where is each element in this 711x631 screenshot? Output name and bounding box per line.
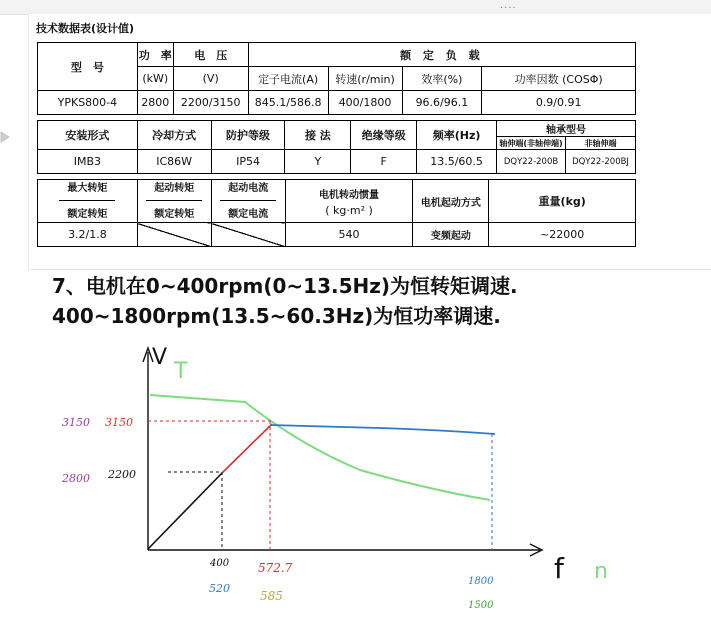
start-current-value-empty <box>211 223 285 247</box>
protection-header: 防护等级 <box>211 121 285 150</box>
installation-table <box>37 120 636 174</box>
efficiency-value: 96.6/96.1 <box>402 91 482 115</box>
fraction-line <box>146 200 202 201</box>
torque-curve <box>150 395 490 500</box>
power-unit: (kW) <box>137 67 173 91</box>
start-torque-label: 起动转矩 <box>154 182 195 194</box>
torque-ratio-header <box>38 180 138 223</box>
label-2800-purple: 2800 <box>62 472 90 485</box>
fraction-line <box>220 200 276 201</box>
weight-value: ~22000 <box>489 223 636 247</box>
torque-label-t: T <box>174 359 188 384</box>
label-1800-blue: 1800 <box>468 576 494 587</box>
rated-torque-label: 额定转矩 <box>67 208 108 220</box>
rated-current-label: 额定电流 <box>228 208 269 220</box>
power-value: 2800 <box>137 91 173 115</box>
cooling-value: IC86W <box>137 150 211 174</box>
protection-value: IP54 <box>211 150 285 174</box>
start-torque-header <box>137 180 211 223</box>
max-torque-label: 最大转矩 <box>67 182 108 194</box>
cooling-header: 冷却方式 <box>137 121 211 150</box>
stator-current-header: 定子电流(A) <box>248 67 328 91</box>
efficiency-header: 效率(%) <box>402 67 482 91</box>
label-3150-red: 3150 <box>105 416 133 429</box>
frequency-value: 13.5/60.5 <box>417 150 497 174</box>
speed-value: 400/1800 <box>328 91 402 115</box>
bearing-header: 轴承型号 <box>497 121 636 137</box>
speed-voltage-sketch <box>0 330 711 630</box>
bearing-drive-end-value: DQY22-200B <box>497 150 566 174</box>
rated-data-table <box>37 42 636 115</box>
torque-table <box>37 179 636 247</box>
voltage-header: 电 压 <box>173 43 248 67</box>
side-collapse-icon[interactable] <box>0 130 10 144</box>
mount-value: IMB3 <box>38 150 138 174</box>
power-header: 功 率 <box>137 43 173 67</box>
connection-header: 接 法 <box>285 121 351 150</box>
speed-header: 转速(r/min) <box>328 67 402 91</box>
insulation-header: 绝缘等级 <box>351 121 417 150</box>
label-5727-red: 572.7 <box>258 561 293 575</box>
rated-load-header: 额 定 负 载 <box>248 43 635 67</box>
label-520-blue: 520 <box>209 582 230 595</box>
drag-handle-dots[interactable]: .... <box>500 0 517 11</box>
start-current-header <box>211 180 285 223</box>
power-factor-header: 功率因数 (COSΦ) <box>482 67 636 91</box>
label-400-black: 400 <box>210 558 230 569</box>
voltage-unit: (V) <box>173 67 248 91</box>
fraction-line <box>59 200 115 201</box>
axis-label-n: n <box>594 559 608 584</box>
connection-value: Y <box>285 150 351 174</box>
current-value: 845.1/586.8 <box>248 91 328 115</box>
start-method-value: 变频起动 <box>413 223 489 247</box>
bearing-non-drive-end-value: DQY22-200BJ <box>566 150 636 174</box>
voltage-value: 2200/3150 <box>173 91 248 115</box>
mount-header: 安装形式 <box>38 121 138 150</box>
note-line-2: 400~1800rpm(13.5~60.3Hz)为恒功率调速. <box>52 304 501 328</box>
weight-header: 重量(kg) <box>489 180 636 223</box>
inertia-unit: ( kg·m² ) <box>325 203 373 217</box>
power-factor-value: 0.9/0.91 <box>482 91 636 115</box>
axis-label-f: f <box>554 552 564 585</box>
viewer-top-bar <box>0 0 711 15</box>
frequency-header: 频率(Hz) <box>417 121 497 150</box>
model-value: YPKS800-4 <box>38 91 138 115</box>
bearing-non-drive-end-header: 非轴伸端 <box>566 137 636 150</box>
note-line-1: 7、电机在0~400rpm(0~13.5Hz)为恒转矩调速. <box>52 274 518 298</box>
label-3150-purple: 3150 <box>62 416 90 429</box>
bearing-drive-end-header: 轴伸端(非轴伸端) <box>497 137 566 150</box>
start-method-header: 电机起动方式 <box>413 180 489 223</box>
rated-torque-label-2: 额定转矩 <box>154 208 195 220</box>
black-voltage-line <box>148 473 222 549</box>
inertia-value: 540 <box>285 223 413 247</box>
insulation-value: F <box>351 150 417 174</box>
label-585-olive: 585 <box>260 589 283 603</box>
axis-label-v: V <box>152 345 168 370</box>
model-header: 型 号 <box>38 43 138 91</box>
table-caption: 技术数据表(设计值) <box>36 22 135 35</box>
start-current-label: 起动电流 <box>228 182 269 194</box>
start-torque-value-empty <box>137 223 211 247</box>
inertia-label: 电机转动惯量 <box>319 189 380 201</box>
red-voltage-line <box>222 424 272 473</box>
label-2200-black: 2200 <box>108 468 136 481</box>
blue-voltage-line <box>270 425 495 434</box>
torque-ratio-value: 3.2/1.8 <box>38 223 138 247</box>
label-1500-green: 1500 <box>468 600 494 611</box>
inertia-header <box>285 180 413 223</box>
